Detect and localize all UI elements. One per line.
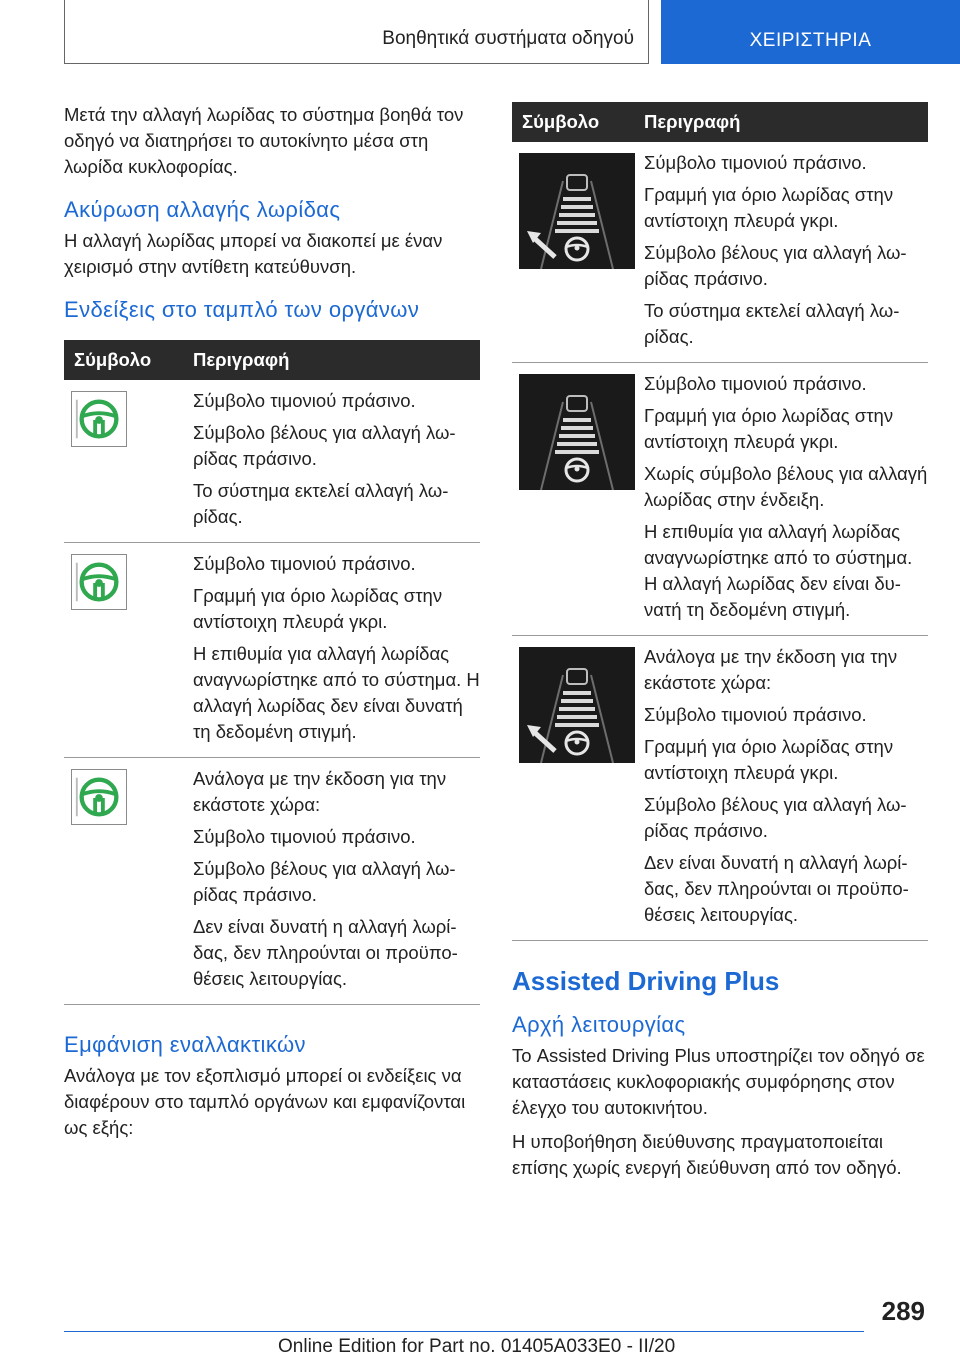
indicator-table-right <box>512 102 928 941</box>
row-text: Σύμβολο βέλους για αλλαγή λωρίδας πράσινο. <box>193 422 456 469</box>
green-steering-wheel-icon <box>71 391 127 447</box>
row-text: Σύμβολο τιμονιού πράσινο. <box>193 826 416 847</box>
col-header-description: Περιγραφή <box>635 102 928 142</box>
row-text: Χωρίς σύμβολο βέλους για αλλαγή λωρίδας στην ένδειξη. <box>644 463 928 510</box>
row-text: Σύμβολο βέλους για αλλαγή λωρίδας πράσινο. <box>193 858 456 905</box>
row-text: Δεν είναι δυνατή η αλλαγή λωρίδας, δεν πληρούνται οι προϋποθέσεις λειτουργίας. <box>193 916 458 989</box>
row-text: Το σύστημα εκτελεί αλλαγή λωρίδας. <box>193 480 449 527</box>
table-row <box>512 142 928 363</box>
lane-cluster-no-arrow-icon <box>519 374 635 490</box>
row-text: Γραμμή για όριο λωρίδας στην αντίστοιχη πλευρά γκρι. <box>644 736 894 783</box>
row-text: Γραμμή για όριο λωρίδας στην αντίστοιχη πλευρά γκρι. <box>644 405 894 452</box>
table-row <box>512 636 928 941</box>
col-header-description: Περιγραφή <box>184 340 480 380</box>
cancel-lane-change-text: Η αλλαγή λωρίδας μπορεί να διακοπεί με έναν χειρισμό στην αντίθετη κατεύθυνση. <box>64 230 443 277</box>
operating-principle-text-1: Το Assisted Driving Plus υποστηρίζει τον οδηγό σε καταστάσεις κυκλοφοριακής συμφόρησης στον έλεγχο του αυτοκινήτου. <box>512 1045 925 1118</box>
row-text: Το σύστημα εκτελεί αλλαγή λωρίδας. <box>644 300 900 347</box>
lane-change-cluster-icon <box>519 153 635 269</box>
row-text: Σύμβολο τιμονιού πράσινο. <box>644 152 867 173</box>
row-text: Σύμβολο τιμονιού πράσινο. <box>193 553 416 574</box>
table-row <box>512 363 928 636</box>
col-header-symbol: Σύμβολο <box>512 102 635 142</box>
footer-edition-text: Online Edition for Part no. 01405A033E0 - II/20 <box>278 1336 676 1357</box>
row-text: Ανάλογα με την έκδοση για την εκάστοτε χώρα: <box>193 768 447 815</box>
alternative-display-heading: Εμφάνιση εναλλακτικών <box>64 1032 306 1057</box>
table-row <box>64 758 480 1005</box>
footer-divider <box>64 1331 864 1332</box>
row-text: Ανάλογα με την έκδοση για την εκάστοτε χώρα: <box>644 646 898 693</box>
indicator-table-left <box>64 340 480 1005</box>
operating-principle-heading: Αρχή λειτουργίας <box>512 1012 686 1037</box>
header-chapter-tab[interactable] <box>661 0 960 64</box>
page-number: 289 <box>881 1296 925 1326</box>
right-column <box>512 102 928 1181</box>
row-text: Σύμβολο βέλους για αλλαγή λωρίδας πράσινο. <box>644 242 907 289</box>
row-text: Γραμμή για όριο λωρίδας στην αντίστοιχη πλευρά γκρι. <box>644 184 894 231</box>
header-section-box <box>64 0 649 64</box>
green-steering-wheel-icon <box>71 769 127 825</box>
alternative-display-text: Ανάλογα με τον εξοπλισμό μπορεί οι ενδείξεις να διαφέρουν στο ταμπλό οργάνων και εμφανίζονται ως εξής: <box>64 1065 466 1138</box>
intro-paragraph: Μετά την αλλαγή λωρίδας το σύστημα βοηθά τον οδηγό να διατηρήσει το αυτοκίνητο μέσα στη λωρίδα κυκλοφορίας. <box>64 104 464 177</box>
table-row <box>64 380 480 543</box>
row-text: Δεν είναι δυνατή η αλλαγή λωρίδας, δεν πληρούνται οι προϋποθέσεις λειτουργίας. <box>644 852 909 925</box>
table-row <box>64 543 480 758</box>
left-column <box>64 102 480 1141</box>
row-text: Η επιθυμία για αλλαγή λωρίδας αναγνωρίστηκε από το σύστημα. Η αλλαγή λωρίδας δεν είναι δυνατή τη δεδομένη στιγμή. <box>193 643 480 742</box>
col-header-symbol: Σύμβολο <box>64 340 184 380</box>
row-text: Σύμβολο τιμονιού πράσινο. <box>644 373 867 394</box>
row-text: Σύμβολο βέλους για αλλαγή λωρίδας πράσινο. <box>644 794 907 841</box>
row-text: Σύμβολο τιμονιού πράσινο. <box>193 390 416 411</box>
row-text: Σύμβολο τιμονιού πράσινο. <box>644 704 867 725</box>
row-text: Η επιθυμία για αλλαγή λωρίδας αναγνωρίστηκε από το σύστημα. Η αλλαγή λωρίδας δεν είναι δυνατή τη δεδομένη στιγμή. <box>644 521 913 620</box>
header-chapter-label: ΧΕΙΡΙΣΤΗΡΙΑ <box>749 30 872 51</box>
assisted-driving-plus-heading: Assisted Driving Plus <box>512 966 780 996</box>
operating-principle-text-2: Η υποβοήθηση διεύθυνσης πραγματοποιείται επίσης χωρίς ενεργή διεύθυνση από τον οδηγό. <box>512 1131 902 1178</box>
lane-change-cluster-icon <box>519 647 635 763</box>
cancel-lane-change-heading: Ακύρωση αλλαγής λωρίδας <box>64 197 341 222</box>
green-steering-wheel-icon <box>71 554 127 610</box>
row-text: Γραμμή για όριο λωρίδας στην αντίστοιχη πλευρά γκρι. <box>193 585 443 632</box>
indicators-heading: Ενδείξεις στο ταμπλό των οργάνων <box>64 297 420 322</box>
header-section-title: Βοηθητικά συστήματα οδηγού <box>382 28 634 49</box>
